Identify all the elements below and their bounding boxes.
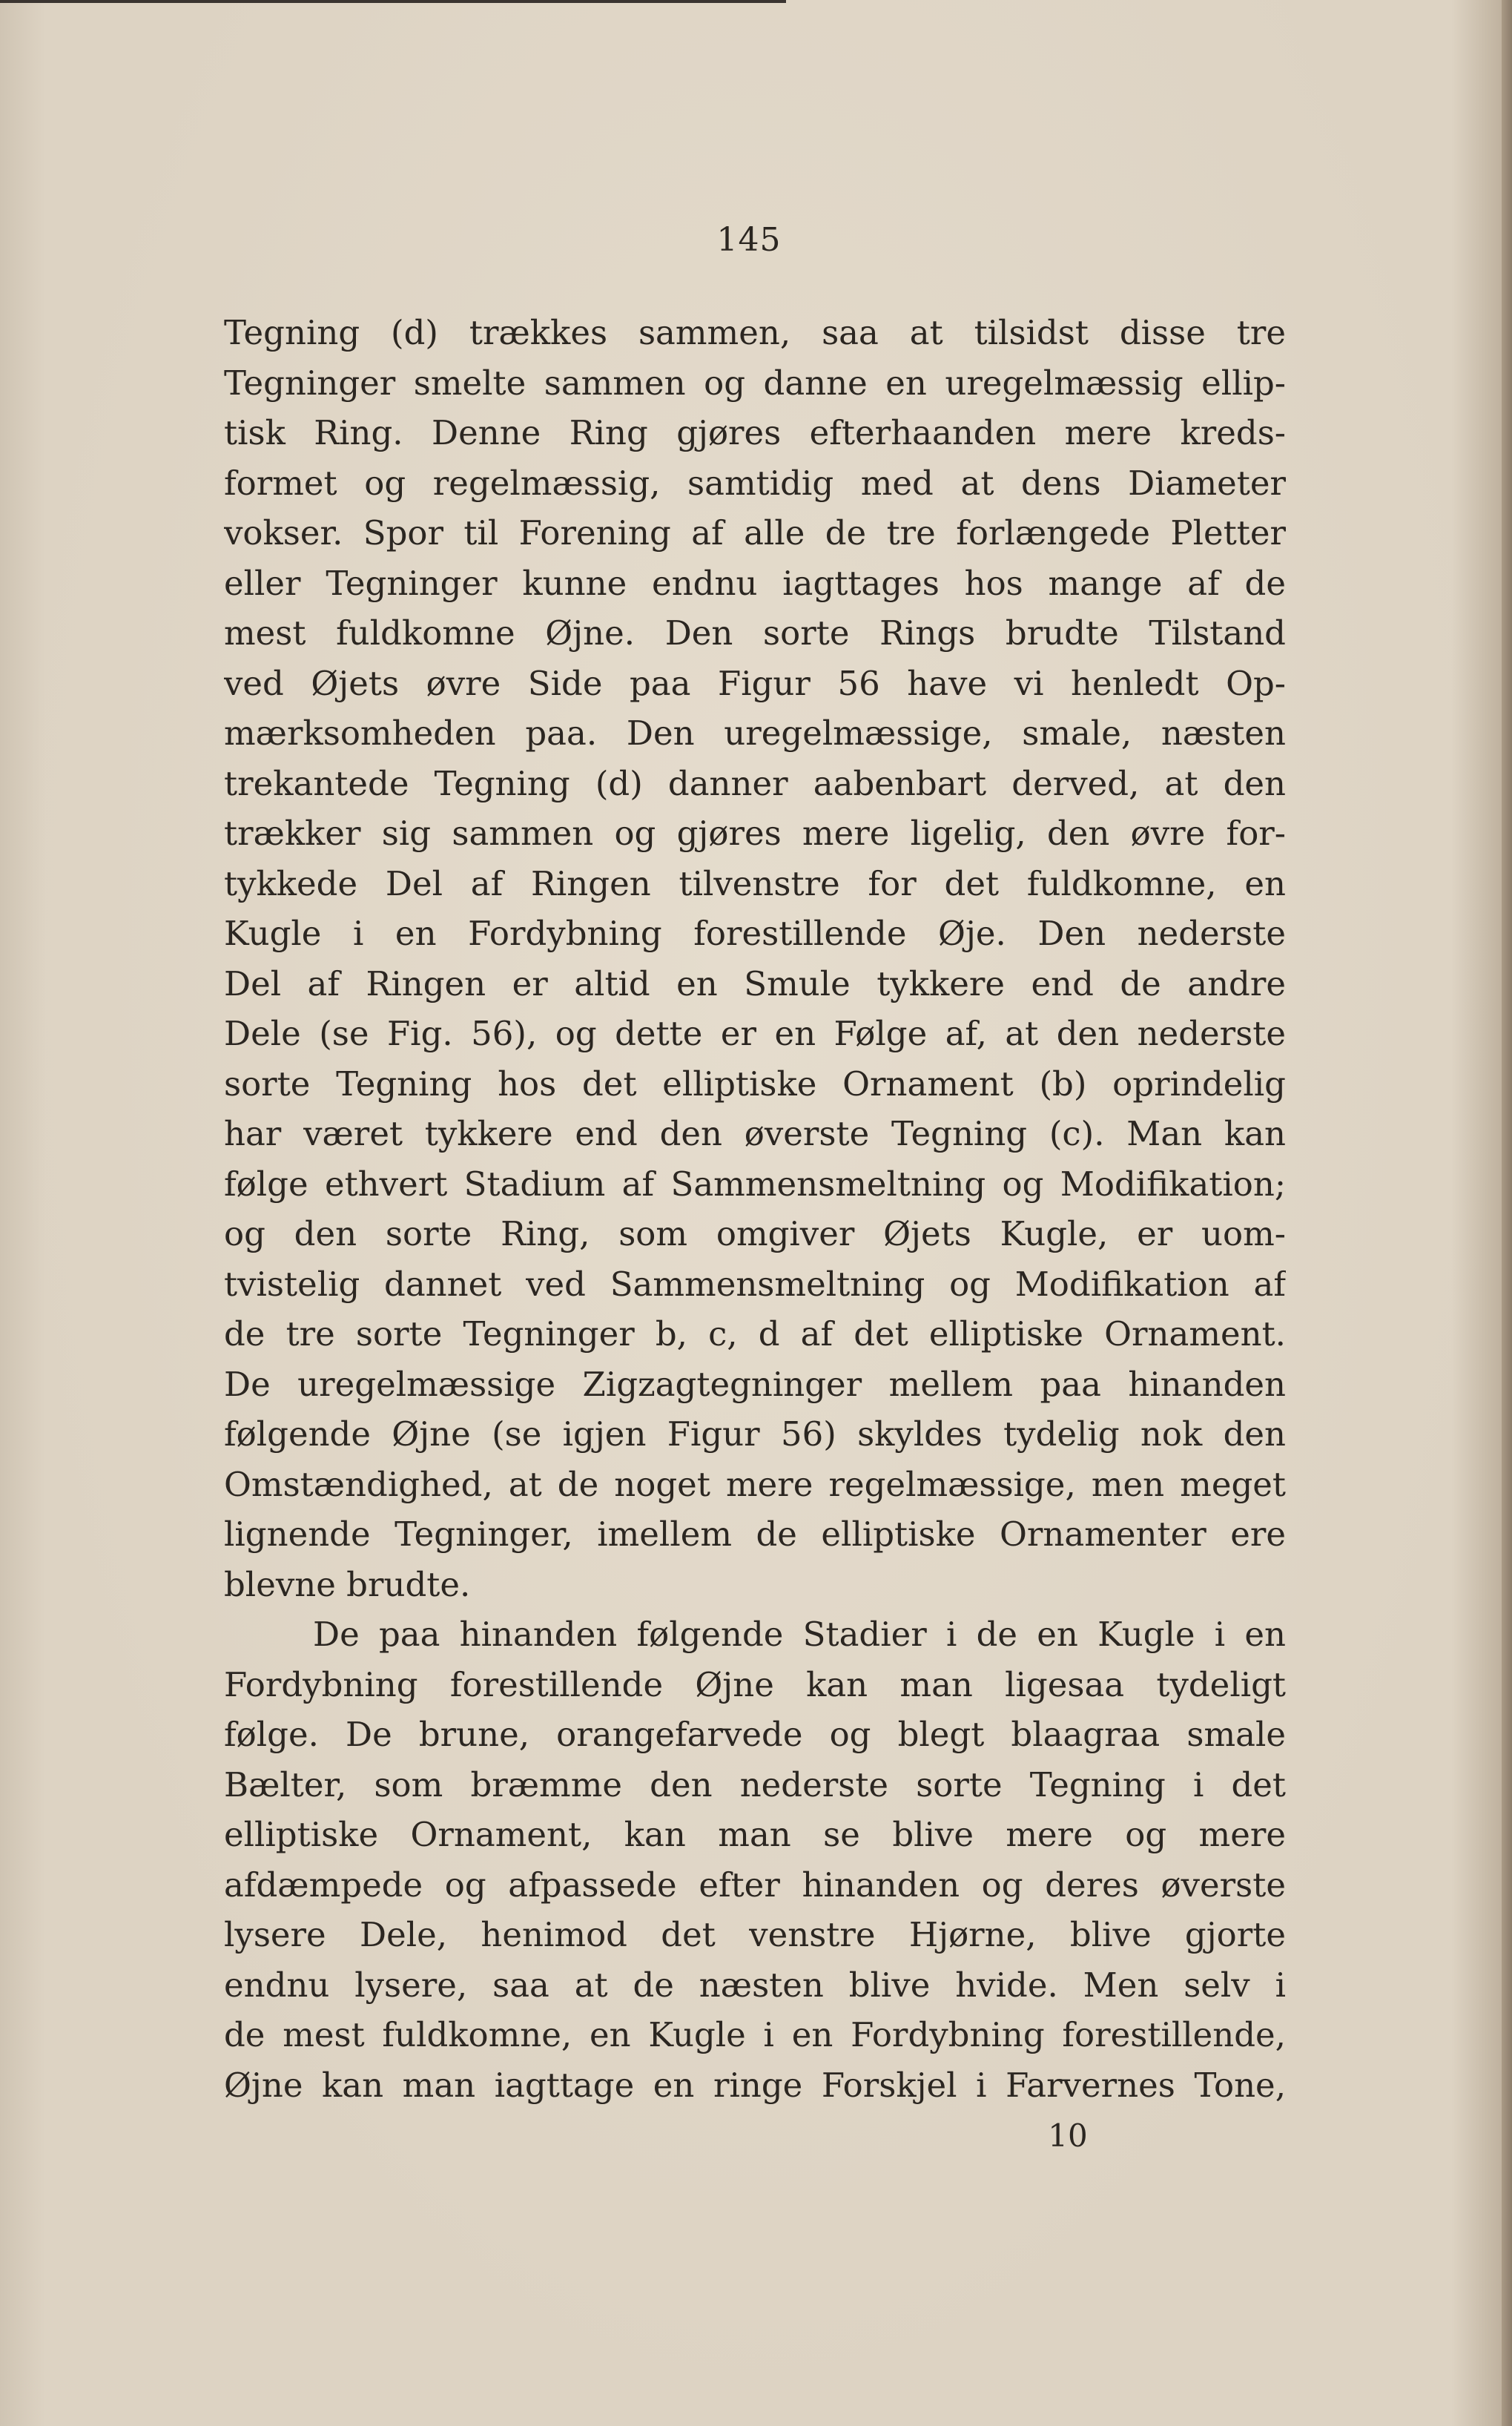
text-line: endnu lysere, saa at de næsten blive hvide. Men selv i: [224, 1965, 1286, 2005]
text-line: Del af Ringen er altid en Smule tykkere end de andre: [224, 963, 1286, 1003]
text-line: følgende Øjne (se igjen Figur 56) skyldes tydelig nok den: [224, 1414, 1286, 1454]
text-line: Tegning (d) trækkes sammen, saa at tilsidst disse tre: [224, 313, 1286, 352]
text-line: har været tykkere end den øverste Tegning (c). Man kan: [224, 1114, 1286, 1153]
page-edge-shadow: [1502, 0, 1512, 2426]
text-line: trekantede Tegning (d) danner aabenbart derved, at den: [224, 763, 1286, 803]
text-line: elliptiske Ornament, kan man se blive mere og mere: [224, 1815, 1286, 1854]
text-line: Omstændighed, at de noget mere regelmæssige, men meget: [224, 1464, 1286, 1504]
text-line: Fordybning forestillende Øjne kan man ligesaa tydeligt: [224, 1664, 1286, 1704]
text-line: de mest fuldkomne, en Kugle i en Fordybning forestillende,: [224, 2015, 1286, 2054]
text-line: lysere Dele, henimod det venstre Hjørne, blive gjorte: [224, 1915, 1286, 1954]
text-line: tykkede Del af Ringen tilvenstre for det fuldkomne, en: [224, 863, 1286, 903]
text-line: tvistelig dannet ved Sammensmeltning og Modifikation af: [224, 1264, 1286, 1304]
body-text: [224, 308, 1286, 2110]
text-line: de tre sorte Tegninger b, c, d af det elliptiske Ornament.: [224, 1314, 1286, 1354]
text-line: Kugle i en Fordybning forestillende Øje. Den nederste: [224, 914, 1286, 953]
text-line: og den sorte Ring, som omgiver Øjets Kugle, er uom-: [224, 1214, 1286, 1253]
text-line: lignende Tegninger, imellem de elliptiske Ornamenter ere: [224, 1514, 1286, 1554]
text-line: vokser. Spor til Forening af alle de tre forlængede Pletter: [224, 513, 1286, 553]
paragraph-first-line: De paa hinanden følgende Stadier i de en Kugle i en: [313, 1615, 1286, 1654]
top-border-rule: [0, 0, 786, 3]
text-line: sorte Tegning hos det elliptiske Ornament (b) oprindelig: [224, 1064, 1286, 1104]
text-line: De uregelmæssige Zigzagtegninger mellem paa hinanden: [224, 1364, 1286, 1404]
text-line: Øjne kan man iagttage en ringe Forskjel i Farvernes Tone,: [224, 2065, 1286, 2105]
text-line: ved Øjets øvre Side paa Figur 56 have vi henledt Op-: [224, 663, 1286, 703]
page-number: 145: [716, 221, 782, 259]
signature-mark: 10: [1048, 2117, 1088, 2154]
text-line: mest fuldkomne Øjne. Den sorte Rings brudte Tilstand: [224, 613, 1286, 653]
text-line: mærksomheden paa. Den uregelmæssige, smale, næsten: [224, 713, 1286, 753]
paragraph-last-line: blevne brudte.: [224, 1564, 471, 1604]
text-line: Tegninger smelte sammen og danne en uregelmæssig ellip-: [224, 363, 1286, 403]
text-line: eller Tegninger kunne endnu iagttages hos mange af de: [224, 563, 1286, 603]
text-line: følge. De brune, orangefarvede og blegt blaagraa smale: [224, 1715, 1286, 1754]
text-line: Dele (se Fig. 56), og dette er en Følge af, at den nederste: [224, 1014, 1286, 1053]
text-line: følge ethvert Stadium af Sammensmeltning og Modifikation;: [224, 1164, 1286, 1204]
text-line: Bælter, som bræmme den nederste sorte Tegning i det: [224, 1764, 1286, 1804]
text-line: tisk Ring. Denne Ring gjøres efterhaanden mere kreds-: [224, 413, 1286, 452]
text-line: afdæmpede og afpassede efter hinanden og deres øverste: [224, 1865, 1286, 1905]
text-line: formet og regelmæssig, samtidig med at dens Diameter: [224, 463, 1286, 503]
text-line: trækker sig sammen og gjøres mere ligelig, den øvre for-: [224, 814, 1286, 853]
